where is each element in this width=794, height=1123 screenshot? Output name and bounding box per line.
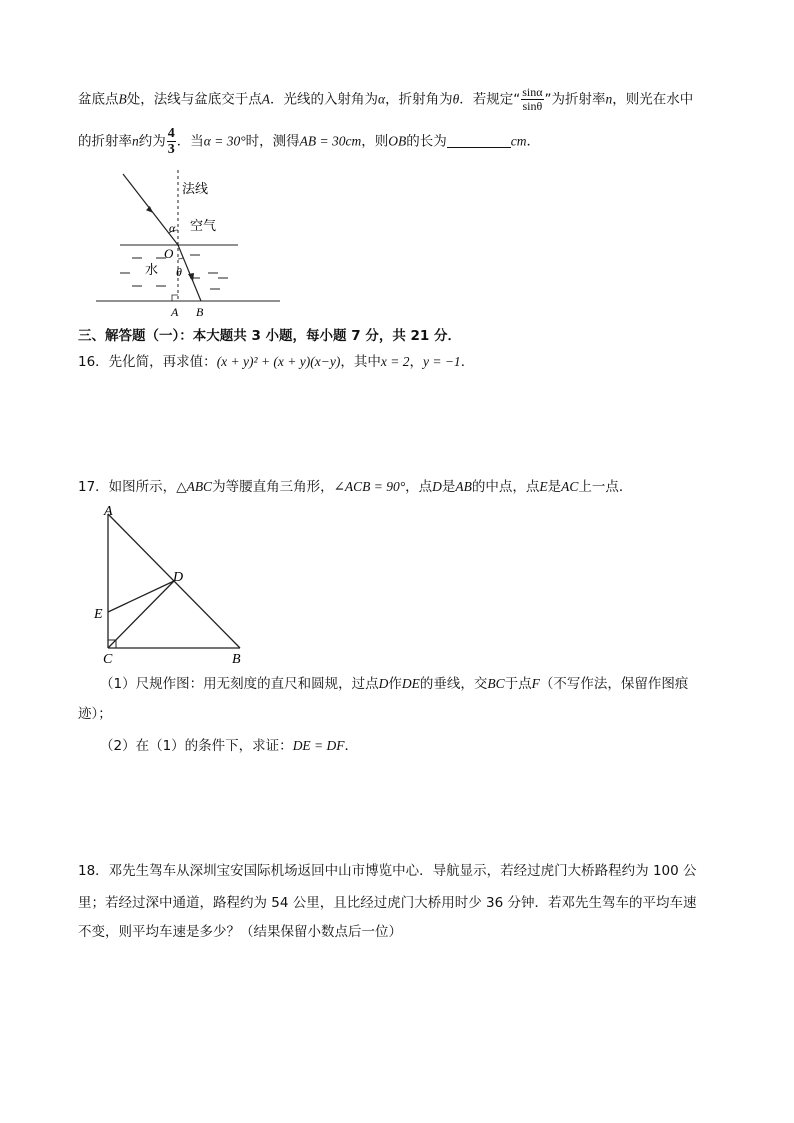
text: 17．如图所示， [78,479,177,495]
math-var: F [531,676,540,691]
text: 的垂线，交 [419,676,488,692]
q18-line-3: 不变，则平均车速是多少？（结果保留小数点后一位） [78,924,402,940]
theta-label: θ [176,265,182,279]
math-var: n [132,133,139,149]
q18-line-2: 里；若经过深中通道，路程约为 54 公里，且比经过虎门大桥用时少 36 分钟．若邓先生驾车的平均车速 [78,895,697,911]
text: （2）在（1）的条件下，求证： [100,738,293,754]
math-var: OB [388,133,407,149]
water-hatching [120,255,228,289]
text: 16．先化简，再求值： [78,354,217,370]
text: 约为 [138,133,166,150]
math-var: α [378,91,386,107]
q17-part1-line1 [100,674,688,694]
answer-blank[interactable] [447,133,511,148]
q17-part1-line2: 迹）； [78,706,112,722]
right-angle-mark [172,295,178,301]
theta-arc [178,258,183,259]
math-expr: AB = 30cm [299,133,362,149]
text: ，点 [405,479,433,495]
q18-line-1: 18．邓先生驾车从深圳宝安国际机场返回中山市博览中心．导航显示，若经过虎门大桥路程约为 100 公 [78,863,697,879]
text: 的折射率 [78,133,132,150]
fraction-numerator: sinα [522,85,543,99]
q17-stem [78,477,632,497]
math-var: n [605,91,613,107]
math-expr: DE = DF [292,738,345,753]
q17-part2 [100,736,358,756]
text: ，折射角为 [385,91,453,108]
fraction-denominator: sinθ [522,99,543,113]
text: 上一点． [578,479,633,495]
text: ．若规定“ [459,91,521,108]
text: ， [409,354,423,370]
q16 [78,352,474,372]
point-C-label: C [103,652,113,667]
math-expr: x = 2 [380,354,410,369]
math-expr: ∠ACB = 90° [333,479,406,494]
math-var: D [378,676,389,691]
math-expr: y = −1 [422,354,461,369]
unit: cm [510,133,527,149]
math-var: AC [561,479,579,494]
fraction-denominator: 3 [167,142,175,157]
text: （1）尺规作图：用无刻度的直尺和圆规，过点 [100,676,379,692]
text: 盆底点 [78,91,119,108]
math-var: BC [487,676,505,691]
text: 时，测得 [245,133,300,150]
text: 的长为 [406,133,447,150]
point-B-label: B [196,305,204,319]
segment-ED [108,581,174,612]
q15-line-1 [78,86,693,113]
triangle-figure [92,502,252,670]
point-A-label: A [171,305,179,319]
text: 是 [441,479,456,495]
section-heading: 三、解答题（一）：本大题共 3 小题，每小题 7 分，共 21 分． [78,328,462,344]
text: ．光线的入射角为 [270,91,378,108]
math-expr: △ABC [176,479,213,494]
point-E-label: E [94,607,103,622]
text: 于点 [504,676,532,692]
math-expr: (x + y)² + (x + y)(x−y) [216,354,341,369]
normal-label: 法线 [182,182,209,197]
text: ．当 [176,133,204,150]
text: 的中点，点 [471,479,540,495]
math-expr: α = 30° [203,133,246,149]
text: ，则 [361,133,389,150]
text: 处，法线与盆底交于点 [126,91,262,108]
point-D-label: D [173,570,184,585]
fraction-numerator: 4 [167,126,175,141]
math-var: DE [401,676,420,691]
text: ． [460,354,475,370]
text: ，其中 [340,354,381,370]
incident-arrow [146,206,153,213]
q15-line-2 [78,126,540,157]
alpha-label: α [169,221,176,235]
text: ”为折射率 [544,91,606,108]
text: ． [344,738,359,754]
math-var: B [118,91,127,107]
text: 为等腰直角三角形， [212,479,334,495]
text: 作 [388,676,402,692]
water-label: 水 [145,263,159,278]
point-O-label: O [164,246,174,261]
segment-CD [108,581,174,648]
text: （不写作法，保留作图痕 [539,676,689,692]
math-var: AB [455,479,472,494]
point-B-label: B [232,652,241,667]
math-var: A [261,91,270,107]
math-var: D [432,479,442,494]
math-var: E [539,479,548,494]
point-A-label: A [104,504,113,519]
ratio-fraction [167,126,176,157]
text: ． [526,133,540,150]
text: ，则光在水中 [612,91,694,108]
sin-ratio-fraction [521,86,543,113]
refraction-figure [90,168,290,320]
text: 是 [547,479,562,495]
air-label: 空气 [190,219,217,234]
math-var: θ [452,91,460,107]
